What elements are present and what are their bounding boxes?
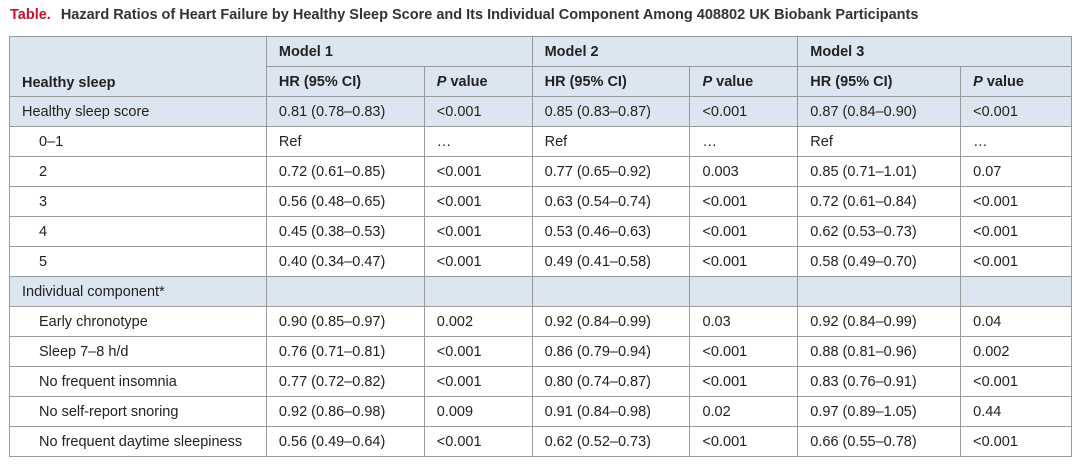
hr-cell: 0.86 (0.79–0.94) (532, 337, 690, 367)
table-row (10, 187, 1072, 217)
p-value-cell: … (424, 127, 532, 157)
hr-cell: 0.49 (0.41–0.58) (532, 247, 690, 277)
hr-cell: 0.56 (0.49–0.64) (266, 427, 424, 457)
p-value-cell: <0.001 (690, 247, 798, 277)
p-value-cell (690, 277, 798, 307)
hr-cell: 0.77 (0.72–0.82) (266, 367, 424, 397)
p-value-cell: <0.001 (961, 97, 1072, 127)
table-row (10, 337, 1072, 367)
caption-text: Hazard Ratios of Heart Failure by Healthy Sleep Score and Its Individual Component Among 408802 UK Biobank Participants (60, 7, 919, 23)
hr-cell: 0.62 (0.52–0.73) (532, 427, 690, 457)
model-1-header: Model 1 (266, 37, 532, 67)
hr-cell: 0.62 (0.53–0.73) (798, 217, 961, 247)
p-value-cell: <0.001 (961, 367, 1072, 397)
hr-cell: 0.85 (0.83–0.87) (532, 97, 690, 127)
row-label: 5 (10, 247, 267, 277)
row-label: 4 (10, 217, 267, 247)
hr-cell: 0.58 (0.49–0.70) (798, 247, 961, 277)
p-value-cell: 0.03 (690, 307, 798, 337)
p-value-cell (961, 277, 1072, 307)
p-value-cell: <0.001 (961, 247, 1072, 277)
stub-header: Healthy sleep (10, 37, 267, 97)
p-value-cell: <0.001 (690, 337, 798, 367)
p-value-cell: <0.001 (690, 367, 798, 397)
p-value-cell: <0.001 (690, 187, 798, 217)
hr-cell: 0.83 (0.76–0.91) (798, 367, 961, 397)
row-label: Sleep 7–8 h/d (10, 337, 267, 367)
hr-cell: 0.72 (0.61–0.84) (798, 187, 961, 217)
hr-cell: 0.87 (0.84–0.90) (798, 97, 961, 127)
row-label: Individual component* (10, 277, 267, 307)
row-label: 2 (10, 157, 267, 187)
p-value-cell: <0.001 (424, 337, 532, 367)
section-row (10, 277, 1072, 307)
p-value-cell: … (961, 127, 1072, 157)
hr-column-header: HR (95% CI) (266, 67, 424, 97)
p-value-cell: 0.02 (690, 397, 798, 427)
p-value-cell: <0.001 (961, 187, 1072, 217)
hr-column-header: HR (95% CI) (798, 67, 961, 97)
hr-cell: 0.81 (0.78–0.83) (266, 97, 424, 127)
p-value-cell: 0.002 (961, 337, 1072, 367)
row-label: Early chronotype (10, 307, 267, 337)
hr-column-header: HR (95% CI) (532, 67, 690, 97)
hr-cell: 0.91 (0.84–0.98) (532, 397, 690, 427)
hr-cell: 0.63 (0.54–0.74) (532, 187, 690, 217)
table-row (10, 367, 1072, 397)
model-2-header: Model 2 (532, 37, 798, 67)
table-row (10, 397, 1072, 427)
p-value-cell: 0.44 (961, 397, 1072, 427)
table-row (10, 157, 1072, 187)
table-row (10, 247, 1072, 277)
row-label: No self-report snoring (10, 397, 267, 427)
hr-cell: 0.80 (0.74–0.87) (532, 367, 690, 397)
table-caption (10, 7, 918, 23)
p-value-cell: <0.001 (424, 427, 532, 457)
table-row (10, 217, 1072, 247)
p-value-cell: 0.003 (690, 157, 798, 187)
p-value-cell: <0.001 (424, 157, 532, 187)
p-value-cell: <0.001 (690, 217, 798, 247)
p-value-cell: 0.07 (961, 157, 1072, 187)
hr-cell: 0.77 (0.65–0.92) (532, 157, 690, 187)
hr-cell: 0.92 (0.84–0.99) (798, 307, 961, 337)
table-row (10, 127, 1072, 157)
p-value-cell: <0.001 (424, 367, 532, 397)
p-value-cell: <0.001 (424, 217, 532, 247)
hr-cell: 0.92 (0.84–0.99) (532, 307, 690, 337)
row-label: Healthy sleep score (10, 97, 267, 127)
model-3-header: Model 3 (798, 37, 1072, 67)
hr-cell: 0.92 (0.86–0.98) (266, 397, 424, 427)
hr-cell: 0.90 (0.85–0.97) (266, 307, 424, 337)
row-label: 0–1 (10, 127, 267, 157)
table-body (10, 97, 1072, 457)
hr-cell: 0.56 (0.48–0.65) (266, 187, 424, 217)
p-value-cell: … (690, 127, 798, 157)
p-value-cell: <0.001 (961, 427, 1072, 457)
hr-cell: 0.40 (0.34–0.47) (266, 247, 424, 277)
p-value-cell: <0.001 (690, 427, 798, 457)
p-value-cell: <0.001 (424, 247, 532, 277)
hr-cell: 0.66 (0.55–0.78) (798, 427, 961, 457)
row-label: No frequent daytime sleepiness (10, 427, 267, 457)
p-value-cell (424, 277, 532, 307)
hr-cell: 0.76 (0.71–0.81) (266, 337, 424, 367)
hr-cell: 0.72 (0.61–0.85) (266, 157, 424, 187)
p-value-cell: 0.002 (424, 307, 532, 337)
hr-cell: Ref (798, 127, 961, 157)
hr-cell: 0.45 (0.38–0.53) (266, 217, 424, 247)
table-row (10, 307, 1072, 337)
caption-label: Table. (10, 7, 51, 23)
row-label: 3 (10, 187, 267, 217)
p-value-cell: <0.001 (961, 217, 1072, 247)
hr-cell: 0.85 (0.71–1.01) (798, 157, 961, 187)
hazard-ratio-table (9, 36, 1072, 457)
row-label: No frequent insomnia (10, 367, 267, 397)
p-value-cell: 0.04 (961, 307, 1072, 337)
section-row (10, 97, 1072, 127)
hr-cell (798, 277, 961, 307)
p-value-column-header: P value (424, 67, 532, 97)
p-value-column-header: P value (690, 67, 798, 97)
p-value-column-header: P value (961, 67, 1072, 97)
p-value-cell: <0.001 (690, 97, 798, 127)
hr-cell: 0.97 (0.89–1.05) (798, 397, 961, 427)
hr-cell (266, 277, 424, 307)
table-row (10, 427, 1072, 457)
hr-cell (532, 277, 690, 307)
p-value-cell: <0.001 (424, 97, 532, 127)
hr-cell: Ref (532, 127, 690, 157)
hr-cell: 0.53 (0.46–0.63) (532, 217, 690, 247)
p-value-cell: 0.009 (424, 397, 532, 427)
p-value-cell: <0.001 (424, 187, 532, 217)
hr-cell: 0.88 (0.81–0.96) (798, 337, 961, 367)
hr-cell: Ref (266, 127, 424, 157)
